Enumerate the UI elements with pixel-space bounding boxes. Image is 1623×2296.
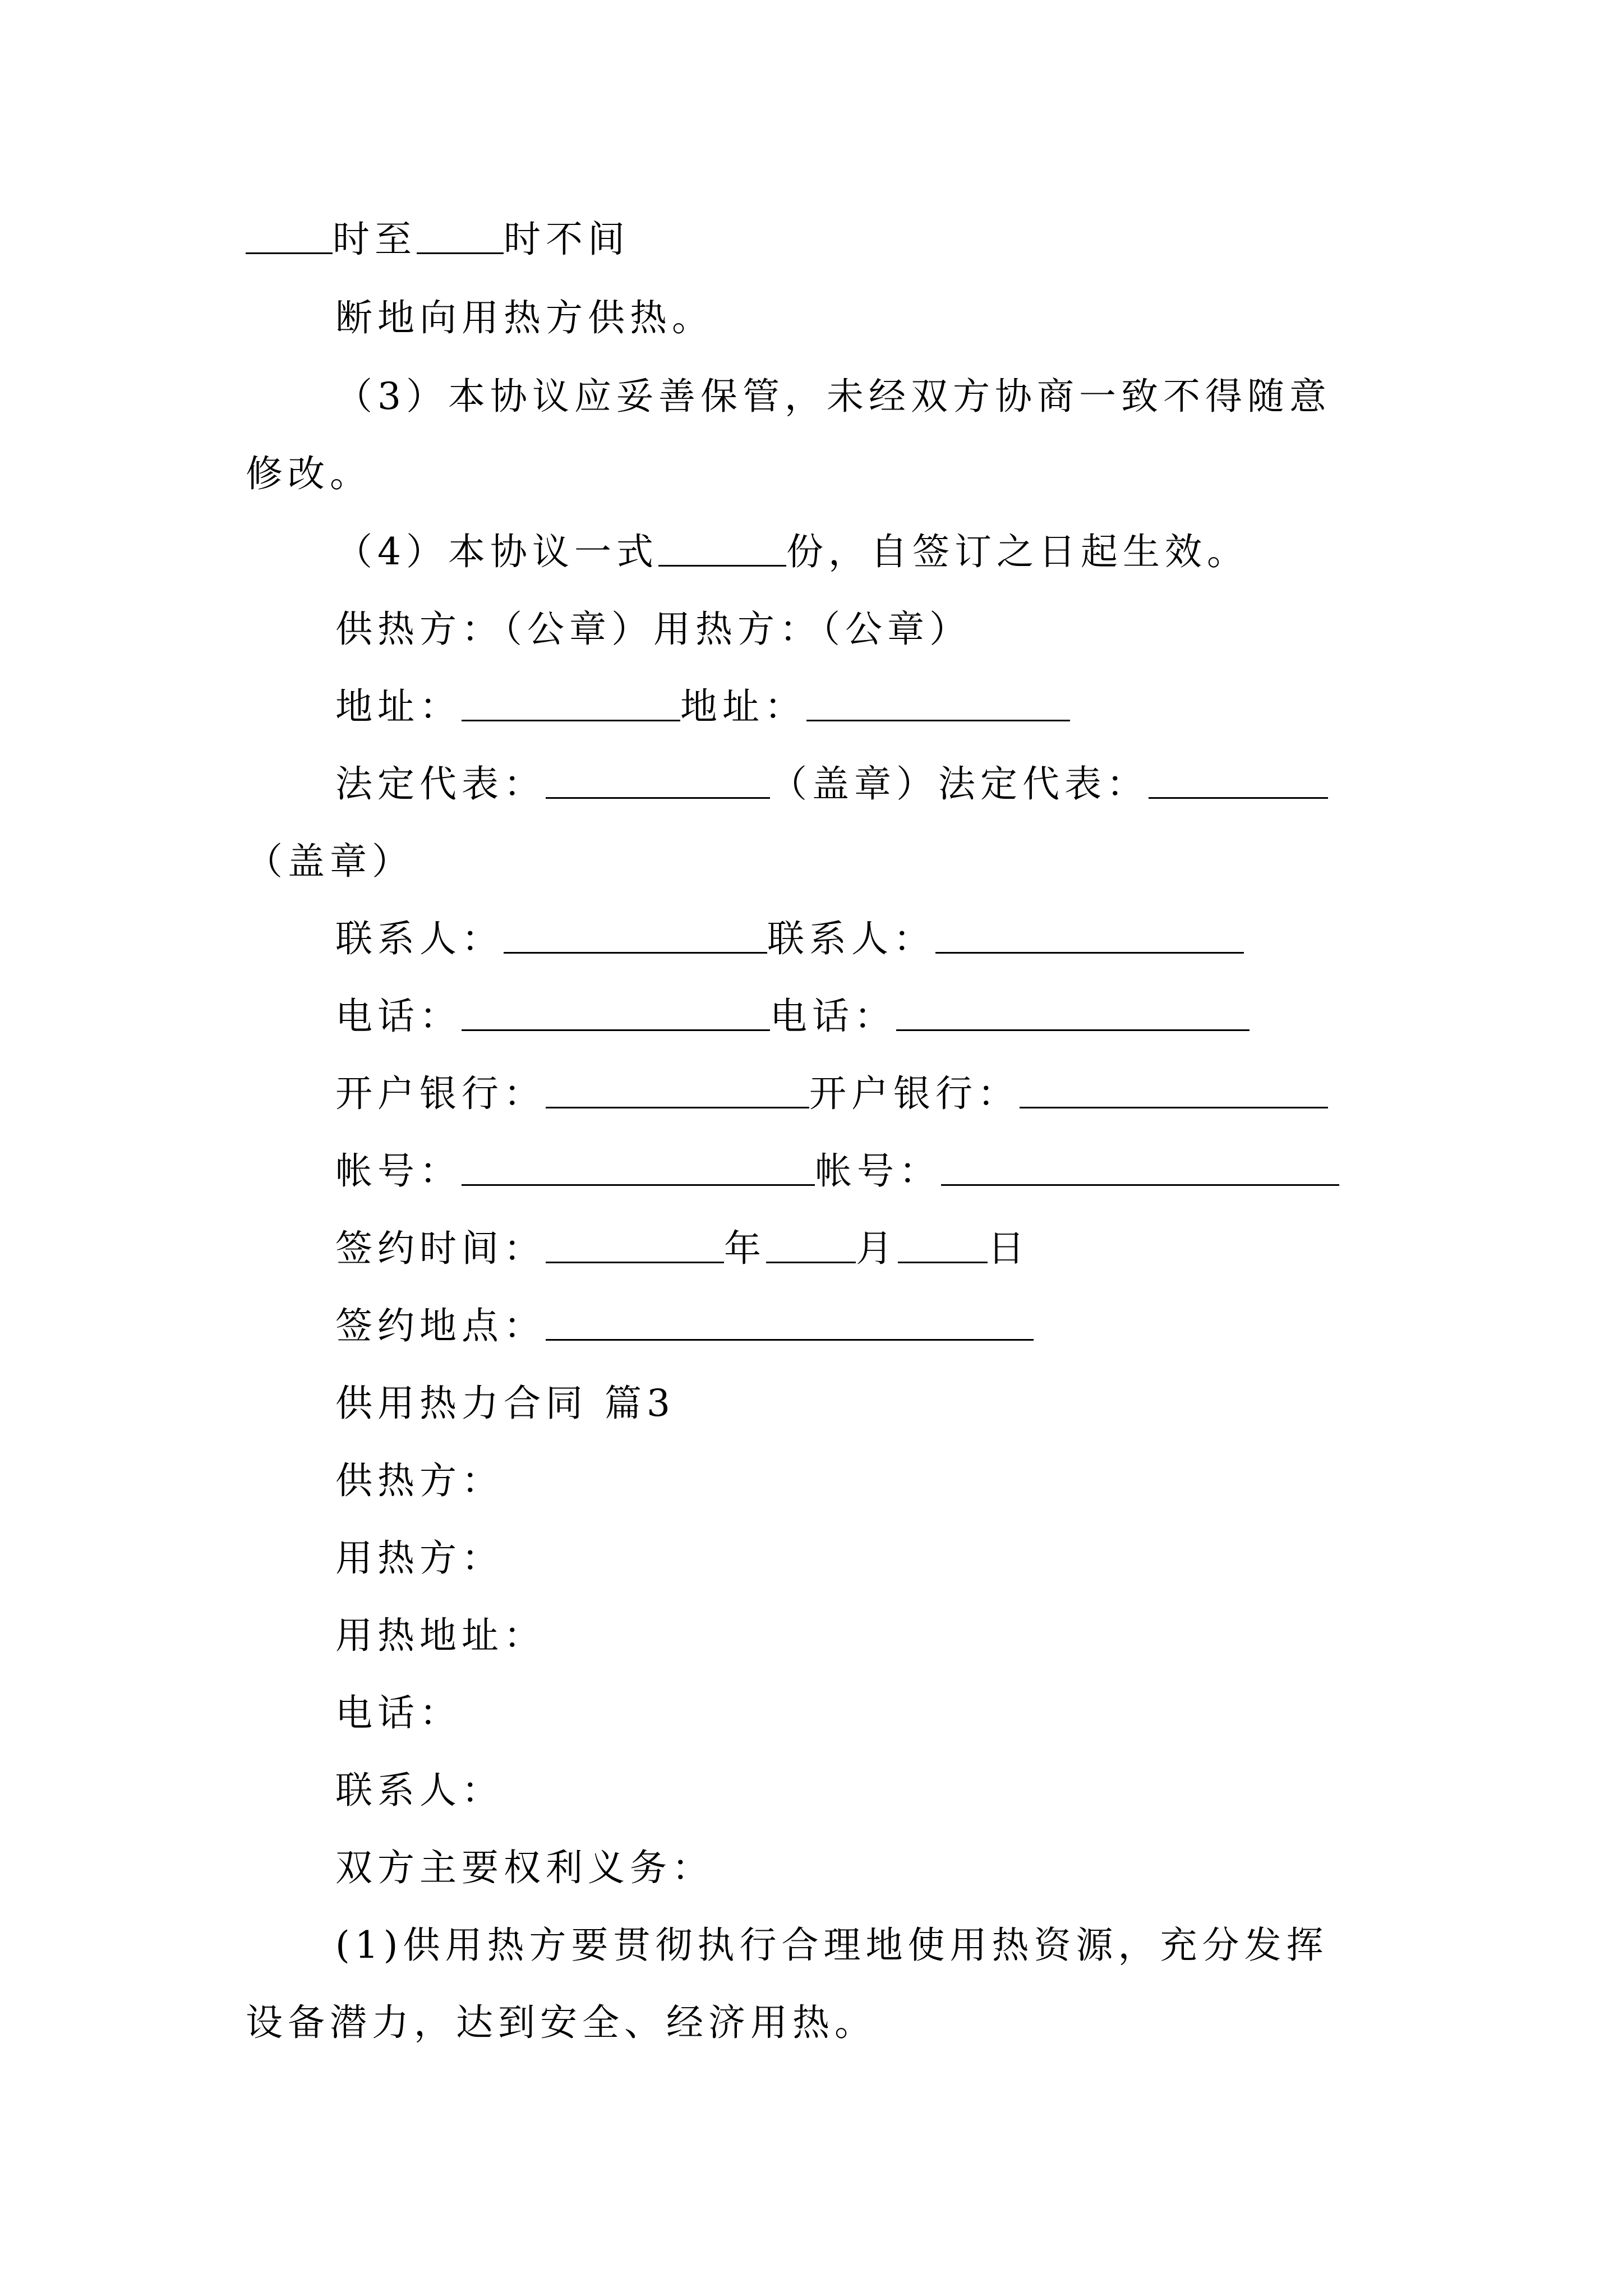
blank-line bbox=[546, 1227, 724, 1263]
blank-line bbox=[766, 1227, 856, 1263]
paragraph-line: 双方主要权利义务： bbox=[335, 1846, 714, 1889]
paragraph-line: 电话： bbox=[335, 1691, 462, 1734]
paragraph-line: （4）本协议一式 份，自签订之日起生效。 bbox=[335, 530, 1249, 573]
blank-line bbox=[462, 1149, 815, 1186]
paragraph-line: (1)供用热方要贯彻执行合理地使用热资源，充分发挥 bbox=[335, 1924, 1329, 1967]
blank-line bbox=[1020, 1072, 1328, 1108]
blank-line bbox=[417, 218, 504, 254]
paragraph-line: 签约时间： 年 月 日 bbox=[335, 1227, 1030, 1270]
paragraph-line: 电话： 电话： bbox=[335, 994, 1249, 1039]
paragraph-line: 修改。 bbox=[246, 452, 372, 495]
paragraph-line: 用热地址： bbox=[335, 1614, 546, 1657]
blank-line bbox=[898, 1227, 988, 1263]
blank-line bbox=[941, 1149, 1339, 1186]
blank-line bbox=[504, 917, 767, 954]
blank-line bbox=[246, 218, 333, 254]
paragraph-line: 地址： 地址： bbox=[335, 684, 1070, 729]
blank-line bbox=[658, 530, 786, 567]
blank-line bbox=[896, 995, 1249, 1031]
paragraph-line: 供热方： bbox=[335, 1459, 504, 1502]
paragraph-line: 供热方：（公章）用热方：（公章） bbox=[335, 608, 971, 651]
paragraph-line: 断地向用热方供热。 bbox=[335, 296, 714, 339]
blank-line bbox=[806, 685, 1070, 721]
blank-line bbox=[546, 762, 770, 799]
paragraph-line: 法定代表： （盖章）法定代表： bbox=[335, 762, 1328, 807]
paragraph-line: （3）本协议应妥善保管，未经双方协商一致不得随意 bbox=[335, 375, 1331, 418]
blank-line bbox=[546, 1072, 809, 1108]
paragraph-line: 时至 时不间 bbox=[246, 217, 630, 262]
paragraph-line: 设备潜力，达到安全、经济用热。 bbox=[246, 2001, 877, 2044]
blank-line bbox=[1149, 762, 1328, 799]
section-heading: 供用热力合同 篇3 bbox=[335, 1382, 675, 1425]
blank-line bbox=[546, 1304, 1034, 1341]
paragraph-line: 签约地点： bbox=[335, 1304, 1034, 1349]
blank-line bbox=[935, 917, 1244, 954]
paragraph-line: （盖章） bbox=[246, 840, 414, 883]
paragraph-line: 开户银行： 开户银行： bbox=[335, 1071, 1328, 1116]
paragraph-line: 联系人： bbox=[335, 1769, 504, 1812]
blank-line bbox=[462, 995, 770, 1031]
paragraph-line: 联系人： 联系人： bbox=[335, 917, 1244, 961]
blank-line bbox=[462, 685, 680, 721]
paragraph-line: 用热方： bbox=[335, 1536, 504, 1580]
paragraph-line: 帐号： 帐号： bbox=[335, 1149, 1339, 1194]
